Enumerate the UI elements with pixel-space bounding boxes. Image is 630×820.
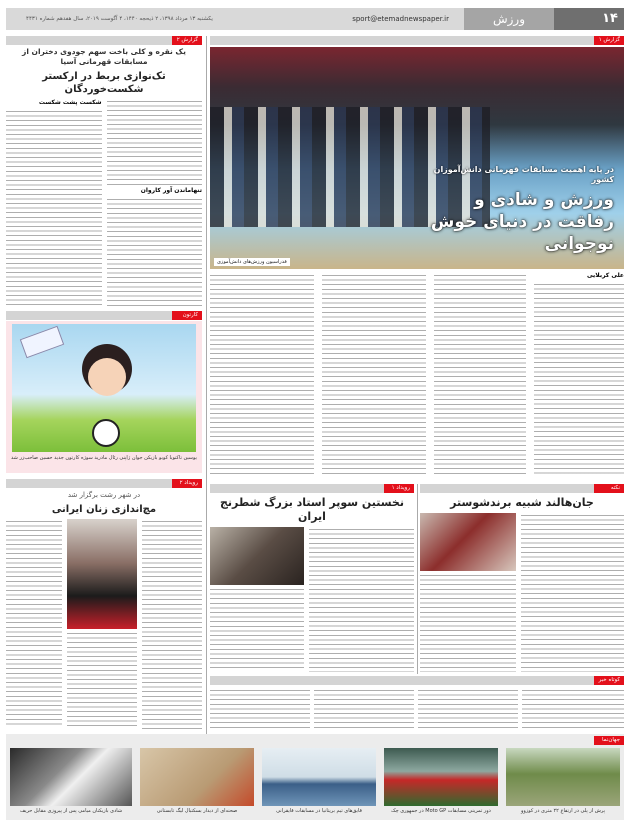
photo-miami-celebration [10, 748, 132, 806]
event1-label-bar [210, 484, 414, 493]
event2-headline: مچ‌اندازی زنان ایرانی [51, 504, 157, 515]
short-news-col3 [314, 688, 414, 728]
note-headline: جان‌هالند شبیه برندشوستر [450, 496, 594, 509]
caption-miami: شادی بازیکنان میامی پس از پیروزی مقابل حریف [19, 808, 123, 814]
event2-article [6, 491, 202, 729]
event2-text-col1 [142, 519, 202, 729]
note-text-col1 [521, 513, 624, 672]
report2-subhead: شکست پشت شکست [38, 99, 102, 106]
report1-kicker: در پایه اهمیت مسابقات قهرمانی دانش‌آموزان کشور [433, 165, 614, 184]
caption-sailing: قایق‌های تیم بریتانیا در مسابقات قایقرانی [276, 808, 362, 814]
caption-bridge-dive: پرش از پلی در ارتفاع ۲۲ متری در کوزوو [521, 808, 605, 814]
report2-label-bar [6, 36, 202, 45]
issue-date: یکشنبه ۱۳ مرداد ۱۳۹۸، ۲ ذیحجه ۱۴۴۰، ۴ آگوست ۲۰۱۹، سال هفدهم شماره ۴۴۳۱ [26, 16, 213, 22]
report1-text-col2 [434, 273, 526, 475]
event1-text-col2 [210, 587, 304, 672]
photo-basketball [140, 748, 254, 806]
event2-text-col2 [6, 519, 62, 727]
world-view-label: جهان‌نما [594, 736, 624, 745]
short-news-label-bar [210, 676, 624, 685]
world-view-strip [6, 734, 624, 820]
short-news-col1 [522, 688, 624, 728]
report1-label: گزارش ۱ [594, 36, 624, 45]
event1-headline: نخستین سوپر استاد بزرگ شطرنج ایران [220, 496, 404, 523]
event2-label-bar [6, 479, 202, 488]
caption-basketball: صحنه‌ای از دیدار بسکتبال لیگ تابستانی [156, 808, 238, 814]
caption-motogp: دور تمرینی مسابقات Moto GP در جمهوری چک [391, 808, 491, 814]
event2-label: رویداد ۲ [172, 479, 202, 488]
photo-bridge-dive [506, 748, 620, 806]
report1-text-col3 [322, 273, 426, 475]
report1-headline: ورزش و شادی و رفاقت در دنیای خوش نوجوانی [430, 190, 614, 254]
cartoon-box [6, 321, 202, 473]
page-number: ۱۴ [554, 8, 624, 30]
short-news-col4 [210, 688, 310, 728]
main-photo-students [210, 47, 624, 269]
photo-sailing [262, 748, 376, 806]
event1-article [210, 496, 414, 672]
note-article [420, 496, 624, 672]
report2-text-col2b [107, 197, 203, 307]
section-title: ورزش [464, 8, 554, 30]
note-label-bar [420, 484, 624, 493]
event1-photo-chess [210, 527, 304, 585]
report1-label-bar [210, 36, 624, 45]
cartoon-caption: یوسین تاکنوبا کوبو بازیکن جوان ژاپنی رئال مادرید سوژه کارتون جدید حسین صاحب‌زر شد [11, 455, 197, 461]
cartoon-illustration [12, 324, 196, 452]
report1-text-col4 [210, 273, 314, 475]
report2-subhead-2: تنهاماندن آور کاروان [140, 187, 202, 194]
report2-kicker: یک نقره و کلی باخت سهم جودوی دختران از مسابقات قهرمانی آسیا [22, 47, 186, 66]
event1-label: رویداد ۱ [384, 484, 414, 493]
report1-text-col1 [534, 282, 624, 475]
section-email[interactable]: sport@etemadnewspaper.ir [352, 15, 449, 23]
page-header [6, 8, 624, 30]
report2-label: گزارش ۲ [172, 36, 202, 45]
cartoon-label-bar [6, 311, 202, 320]
report2-text-col1 [6, 109, 102, 307]
event2-kicker: در شهر رشت برگزار شد [67, 491, 141, 499]
world-view-label-bar [6, 736, 624, 745]
event2-text-col3 [67, 631, 137, 729]
report2-text-col2a [107, 99, 203, 185]
cartoon-label: کارتون [172, 311, 202, 320]
report2-article [6, 47, 202, 307]
note-text-col2 [420, 573, 516, 672]
event2-photo [67, 519, 137, 629]
short-news-col2 [418, 688, 518, 728]
event1-text-col1 [309, 527, 414, 672]
photo-credit: فدراسیون ورزش‌های دانش‌آموزی [214, 258, 290, 266]
note-label: نکته [594, 484, 624, 493]
note-photo-football [420, 513, 516, 571]
report2-headline: تک‌نوازی بربط در ارکستر شکست‌خوردگان [42, 71, 166, 95]
short-news-label: کوتاه خبر [594, 676, 624, 685]
report1-byline: علی کربلایی [586, 272, 624, 279]
photo-motogp [384, 748, 498, 806]
